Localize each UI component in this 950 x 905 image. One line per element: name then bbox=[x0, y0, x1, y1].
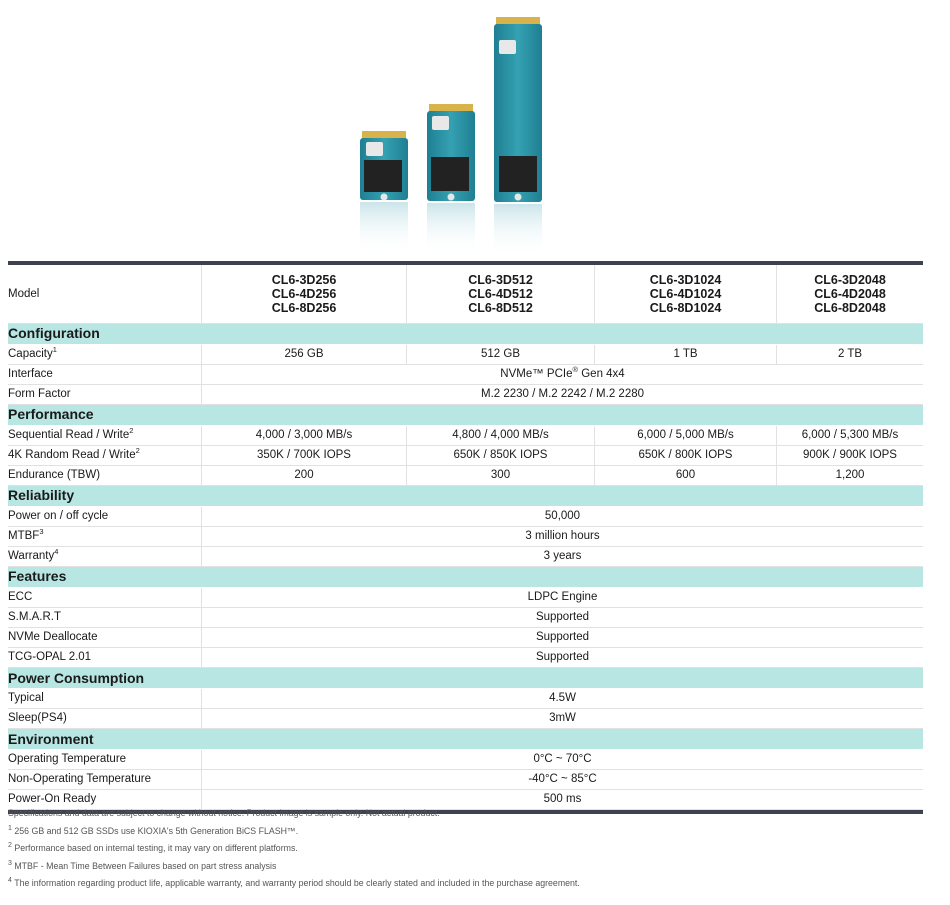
row-label: ECC bbox=[8, 587, 202, 607]
row-label: Form Factor bbox=[8, 384, 202, 404]
cell: 650K / 800K IOPS bbox=[595, 445, 777, 465]
row-random bbox=[8, 445, 923, 465]
row-label: TCG-OPAL 2.01 bbox=[8, 648, 202, 668]
model-col-4 bbox=[777, 265, 924, 324]
section-title: Features bbox=[8, 567, 923, 588]
cell: 900K / 900K IOPS bbox=[777, 445, 924, 465]
ssd-2242 bbox=[427, 104, 475, 255]
section-title: Performance bbox=[8, 405, 923, 426]
row-endurance bbox=[8, 465, 923, 485]
ssd-2230 bbox=[360, 131, 408, 254]
footnotes bbox=[8, 806, 928, 894]
row-label: Non-Operating Temperature bbox=[8, 770, 202, 790]
model-col-3 bbox=[595, 265, 777, 324]
cell: 4,000 / 3,000 MB/s bbox=[202, 425, 407, 445]
cell: 300 bbox=[407, 465, 595, 485]
cell: M.2 2230 / M.2 2242 / M.2 2280 bbox=[202, 384, 924, 404]
cell: NVMe™ PCIe® Gen 4x4 bbox=[202, 364, 924, 384]
cell: 350K / 700K IOPS bbox=[202, 445, 407, 465]
spec-table bbox=[8, 261, 923, 814]
footnote-3: $^3$ MTBF - Mean Time Between Failures based on part stress analysis bbox=[8, 859, 277, 871]
cell: 600 bbox=[595, 465, 777, 485]
row-label: S.M.A.R.T bbox=[8, 607, 202, 627]
row-form-factor bbox=[8, 384, 923, 404]
row-label: Sequential Read / Write$^2$ bbox=[8, 425, 202, 445]
model-name: CL6-8D2048 bbox=[814, 301, 886, 315]
row-label: Operating Temperature bbox=[8, 749, 202, 769]
section-performance bbox=[8, 405, 923, 426]
footnote-4: $^4$ The information regarding product life, applicable warranty, and warranty period should be clearly stated and included in the purchase agreement. bbox=[8, 877, 580, 888]
model-row bbox=[8, 265, 923, 324]
cell: 3 million hours bbox=[202, 526, 924, 546]
cell: Supported bbox=[202, 628, 924, 648]
model-name: CL6-8D512 bbox=[468, 301, 533, 315]
row-label: Power-On Ready bbox=[8, 790, 202, 810]
row-label: 4K Random Read / Write$^2$ bbox=[8, 445, 202, 465]
cell: 500 ms bbox=[202, 790, 924, 810]
row-label: Sleep(PS4) bbox=[8, 709, 202, 729]
model-name: CL6-4D512 bbox=[468, 287, 533, 301]
section-title: Power Consumption bbox=[8, 668, 923, 689]
cell: 650K / 850K IOPS bbox=[407, 445, 595, 465]
model-name: CL6-4D2048 bbox=[814, 287, 886, 301]
row-typical bbox=[8, 688, 923, 708]
row-mtbf bbox=[8, 526, 923, 546]
model-name: CL6-3D1024 bbox=[649, 273, 722, 287]
ssd-2280 bbox=[494, 17, 542, 256]
row-label: Warranty$^4$ bbox=[8, 547, 202, 567]
section-title: Configuration bbox=[8, 324, 923, 345]
cell: 3mW bbox=[202, 709, 924, 729]
row-warranty bbox=[8, 547, 923, 567]
row-dealloc bbox=[8, 628, 923, 648]
cell: 2 TB bbox=[777, 344, 924, 364]
cell: 512 GB bbox=[407, 344, 595, 364]
row-op-temp bbox=[8, 749, 923, 769]
cell: 256 GB bbox=[202, 344, 407, 364]
row-smart bbox=[8, 607, 923, 627]
model-name: CL6-4D1024 bbox=[649, 287, 722, 301]
cell: Supported bbox=[202, 648, 924, 668]
row-nonop-temp bbox=[8, 770, 923, 790]
row-label: NVMe Deallocate bbox=[8, 628, 202, 648]
section-environment bbox=[8, 729, 923, 750]
cell: 6,000 / 5,000 MB/s bbox=[595, 425, 777, 445]
section-power bbox=[8, 668, 923, 689]
cell: 3 years bbox=[202, 547, 924, 567]
row-ecc bbox=[8, 587, 923, 607]
product-image bbox=[0, 0, 950, 258]
row-power-cycle bbox=[8, 506, 923, 526]
model-name: CL6-8D256 bbox=[271, 301, 337, 315]
cell: 1 TB bbox=[595, 344, 777, 364]
model-label: Model bbox=[8, 265, 202, 324]
row-sequential bbox=[8, 425, 923, 445]
row-label: Capacity$^1$ bbox=[8, 344, 202, 364]
cell: 6,000 / 5,300 MB/s bbox=[777, 425, 924, 445]
cell: 1,200 bbox=[777, 465, 924, 485]
row-label: Typical bbox=[8, 688, 202, 708]
model-col-1 bbox=[202, 265, 407, 324]
model-name: CL6-4D256 bbox=[271, 287, 337, 301]
cell: LDPC Engine bbox=[202, 587, 924, 607]
row-label: Power on / off cycle bbox=[8, 506, 202, 526]
cell: 4.5W bbox=[202, 688, 924, 708]
row-label: Endurance (TBW) bbox=[8, 465, 202, 485]
model-name: CL6-3D2048 bbox=[814, 273, 886, 287]
section-title: Environment bbox=[8, 729, 923, 750]
cell: 4,800 / 4,000 MB/s bbox=[407, 425, 595, 445]
model-col-2 bbox=[407, 265, 595, 324]
cell: 0°C ~ 70°C bbox=[202, 749, 924, 769]
footnote-1: $^1$ 256 GB and 512 GB SSDs use KIOXIA's 5th Generation BiCS FLASH™. bbox=[8, 824, 299, 836]
cell: 50,000 bbox=[202, 506, 924, 526]
row-tcg bbox=[8, 648, 923, 668]
section-features bbox=[8, 567, 923, 588]
model-name: CL6-3D256 bbox=[271, 273, 337, 287]
row-capacity bbox=[8, 344, 923, 364]
disclaimer: Specifications and data are subject to change without notice. Product image is sample only. Not actual product. bbox=[8, 808, 440, 818]
row-label: MTBF$^3$ bbox=[8, 526, 202, 546]
section-reliability bbox=[8, 486, 923, 507]
footnote-2: $^2$ Performance based on internal testing, it may vary on different platforms. bbox=[8, 842, 298, 853]
cell: -40°C ~ 85°C bbox=[202, 770, 924, 790]
cell: 200 bbox=[202, 465, 407, 485]
section-configuration bbox=[8, 324, 923, 345]
section-title: Reliability bbox=[8, 486, 923, 507]
row-interface bbox=[8, 364, 923, 384]
row-label: Interface bbox=[8, 364, 202, 384]
row-sleep bbox=[8, 709, 923, 729]
model-name: CL6-8D1024 bbox=[649, 301, 722, 315]
model-name: CL6-3D512 bbox=[468, 273, 533, 287]
cell: Supported bbox=[202, 607, 924, 627]
